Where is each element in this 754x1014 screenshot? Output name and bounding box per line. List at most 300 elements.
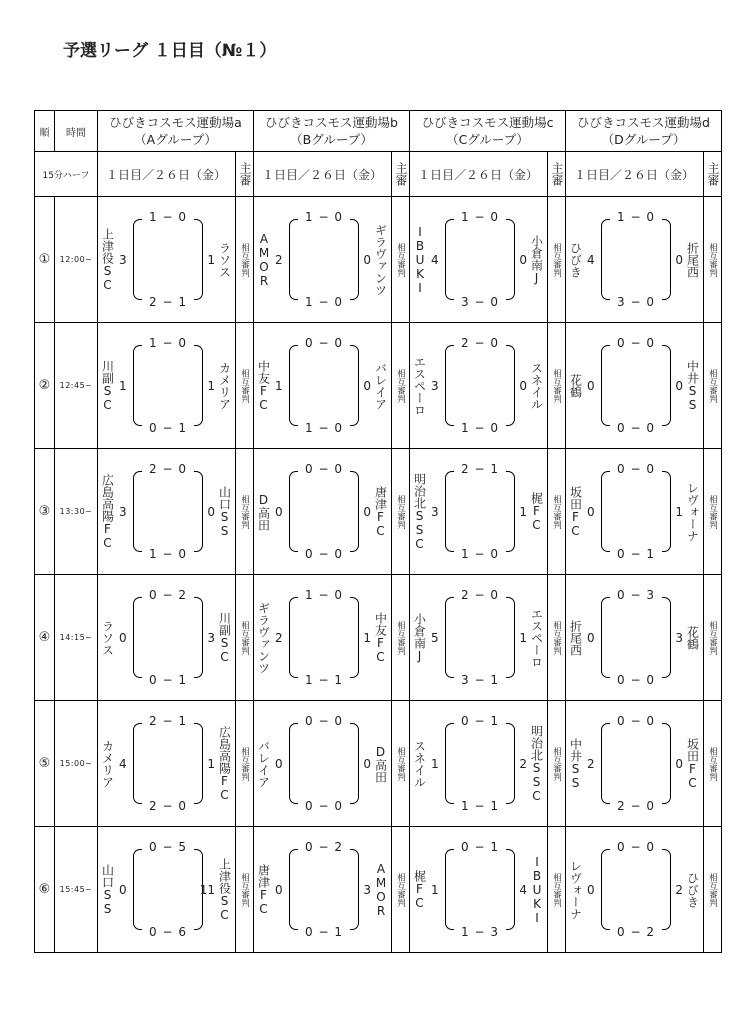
- match-cell: [410, 197, 548, 323]
- team-b-name: 中井SS: [685, 359, 700, 412]
- team-a-score: 3: [119, 252, 127, 267]
- referee-cell: 相互審判: [392, 449, 410, 575]
- bracket-left: [289, 849, 298, 930]
- team-b-name: AMOR: [374, 861, 388, 918]
- referee-cell: 相互審判: [704, 575, 722, 701]
- match: [98, 197, 235, 322]
- team-a-name: 広島高陽FC: [100, 473, 115, 550]
- score-bracket: [445, 840, 515, 939]
- referee-header: 主審: [236, 152, 254, 197]
- bracket-right: [662, 219, 671, 300]
- bracket-left: [601, 723, 610, 804]
- team-a-score: 4: [587, 252, 595, 267]
- second-half-score: 0 − 2: [617, 925, 655, 939]
- venue-group: （Dグループ）: [601, 132, 686, 147]
- team-b-name: IBUKI: [530, 854, 544, 925]
- match-cell: [566, 323, 704, 449]
- venue-name: ひびきコスモス運動場d: [577, 115, 710, 130]
- match: [98, 827, 235, 952]
- match: [98, 449, 235, 574]
- team-a-score: 1: [431, 882, 439, 897]
- match-row: [35, 197, 722, 323]
- venue-name: ひびきコスモス運動場a: [109, 115, 242, 130]
- team-b-score: 1: [207, 756, 215, 771]
- score-bracket: [601, 462, 671, 561]
- day-label: １日目／２６日（金）: [566, 152, 704, 197]
- team-b-name: 折尾西: [685, 241, 700, 278]
- match: [410, 827, 547, 952]
- referee-cell: 相互審判: [236, 575, 254, 701]
- bracket-right: [506, 345, 515, 426]
- bracket-left: [133, 597, 142, 678]
- match-time: 12:00~: [55, 197, 98, 323]
- score-bracket: [601, 336, 671, 435]
- bracket-left: [133, 849, 142, 930]
- referee-cell: 相互審判: [704, 197, 722, 323]
- match-time: 12:45~: [55, 323, 98, 449]
- match-cell: [98, 827, 236, 953]
- first-half-score: 1 − 0: [617, 210, 655, 224]
- match-cell: [254, 827, 392, 953]
- match-time: 15:00~: [55, 701, 98, 827]
- team-a-name: バレイア: [256, 739, 271, 788]
- match: [98, 701, 235, 826]
- score-bracket: [133, 210, 203, 309]
- bracket-left: [133, 723, 142, 804]
- second-half-score: 3 − 0: [617, 295, 655, 309]
- score-bracket: [601, 840, 671, 939]
- bracket-left: [133, 471, 142, 552]
- bracket-left: [601, 597, 610, 678]
- second-half-score: 3 − 1: [461, 673, 499, 687]
- team-a-score: 0: [587, 630, 595, 645]
- bracket-right: [350, 723, 359, 804]
- team-b-score: 0: [675, 252, 683, 267]
- team-b-name: 唐津FC: [373, 485, 388, 538]
- half-label: 15分ハーフ: [35, 152, 98, 197]
- day-label: １日目／２６日（金）: [98, 152, 236, 197]
- second-half-score: 1 − 1: [461, 799, 499, 813]
- first-half-score: 0 − 2: [305, 840, 343, 854]
- bracket-left: [601, 849, 610, 930]
- match: [410, 575, 547, 700]
- bracket-right: [662, 471, 671, 552]
- referee-cell: 相互審判: [704, 449, 722, 575]
- score-bracket: [289, 336, 359, 435]
- team-b-score: 0: [363, 378, 371, 393]
- first-half-score: 0 − 5: [149, 840, 187, 854]
- second-half-score: 1 − 0: [305, 295, 343, 309]
- score-bracket: [601, 714, 671, 813]
- match-cell: [566, 197, 704, 323]
- match-cell: [98, 197, 236, 323]
- team-b-name: エスペーロ: [529, 607, 544, 668]
- team-b-name: 小倉南J: [529, 234, 544, 285]
- team-a-score: 0: [275, 756, 283, 771]
- round-number: ②: [35, 323, 55, 449]
- score-bracket: [445, 588, 515, 687]
- venue-header: [254, 111, 410, 152]
- team-b-name: 花鶴: [685, 625, 700, 650]
- venue-header: [98, 111, 254, 152]
- team-b-score: 1: [675, 504, 683, 519]
- team-a-score: 1: [119, 378, 127, 393]
- referee-cell: 相互審判: [236, 323, 254, 449]
- team-a-name: 上津役SC: [100, 227, 115, 292]
- match-cell: [254, 197, 392, 323]
- first-half-score: 0 − 0: [617, 336, 655, 350]
- second-half-score: 0 − 0: [305, 547, 343, 561]
- first-half-score: 0 − 0: [617, 714, 655, 728]
- match: [254, 701, 391, 826]
- second-half-score: 2 − 0: [149, 799, 187, 813]
- bracket-right: [194, 597, 203, 678]
- first-half-score: 0 − 0: [305, 462, 343, 476]
- match: [254, 827, 391, 952]
- team-a-score: 5: [431, 630, 439, 645]
- bracket-right: [506, 219, 515, 300]
- referee-cell: 相互審判: [548, 323, 566, 449]
- venue-group: （Bグループ）: [290, 132, 373, 147]
- match: [410, 701, 547, 826]
- first-half-score: 0 − 0: [305, 336, 343, 350]
- referee-header: 主審: [548, 152, 566, 197]
- match: [566, 323, 703, 448]
- referee-cell: 相互審判: [704, 323, 722, 449]
- first-half-score: 1 − 0: [149, 336, 187, 350]
- team-a-name: AMOR: [257, 231, 271, 288]
- team-a-score: 2: [275, 630, 283, 645]
- match: [254, 575, 391, 700]
- bracket-right: [350, 471, 359, 552]
- team-a-score: 3: [119, 504, 127, 519]
- team-b-score: 3: [207, 630, 215, 645]
- match: [410, 449, 547, 574]
- score-bracket: [445, 714, 515, 813]
- bracket-right: [506, 471, 515, 552]
- team-a-score: 4: [119, 756, 127, 771]
- bracket-right: [194, 219, 203, 300]
- team-b-name: 坂田FC: [685, 737, 700, 790]
- bracket-left: [289, 219, 298, 300]
- round-number: ⑥: [35, 827, 55, 953]
- match: [254, 197, 391, 322]
- team-b-name: バレイア: [373, 361, 388, 410]
- match-cell: [410, 323, 548, 449]
- first-half-score: 0 − 1: [461, 840, 499, 854]
- match: [410, 197, 547, 322]
- match: [566, 575, 703, 700]
- second-half-score: 1 − 3: [461, 925, 499, 939]
- team-b-name: ひびき: [685, 871, 700, 908]
- bracket-left: [601, 219, 610, 300]
- match: [254, 323, 391, 448]
- team-b-score: 0: [675, 378, 683, 393]
- team-a-name: 明治北SSC: [412, 472, 427, 551]
- team-a-score: 0: [119, 882, 127, 897]
- team-b-name: 広島高陽FC: [217, 725, 232, 802]
- venue-name: ひびきコスモス運動場b: [265, 115, 398, 130]
- first-half-score: 0 − 3: [617, 588, 655, 602]
- round-number: ⑤: [35, 701, 55, 827]
- match-cell: [410, 827, 548, 953]
- venue-header: [566, 111, 722, 152]
- first-half-score: 1 − 0: [149, 210, 187, 224]
- team-a-score: 4: [431, 252, 439, 267]
- bracket-left: [133, 345, 142, 426]
- match-cell: [410, 701, 548, 827]
- team-a-score: 3: [431, 378, 439, 393]
- team-b-name: ギラヴァンツ: [373, 223, 388, 296]
- bracket-right: [662, 849, 671, 930]
- referee-cell: 相互審判: [548, 827, 566, 953]
- second-half-score: 0 − 6: [149, 925, 187, 939]
- second-half-score: 0 − 1: [149, 421, 187, 435]
- bracket-right: [662, 597, 671, 678]
- team-a-score: 1: [431, 756, 439, 771]
- second-half-score: 1 − 0: [305, 421, 343, 435]
- team-b-name: 山口SS: [217, 485, 232, 538]
- team-b-score: 3: [675, 630, 683, 645]
- referee-cell: 相互審判: [392, 827, 410, 953]
- team-a-name: ひびき: [568, 241, 583, 278]
- match-cell: [98, 323, 236, 449]
- day-label: １日目／２６日（金）: [254, 152, 392, 197]
- team-b-score: 0: [363, 252, 371, 267]
- first-half-score: 2 − 0: [461, 336, 499, 350]
- team-b-name: スネイル: [529, 361, 544, 410]
- score-bracket: [601, 210, 671, 309]
- match-row: [35, 323, 722, 449]
- team-a-name: 川副SC: [100, 359, 115, 412]
- team-b-score: 1: [519, 630, 527, 645]
- team-b-name: ラソス: [217, 241, 232, 278]
- team-a-score: 0: [275, 504, 283, 519]
- referee-cell: 相互審判: [236, 827, 254, 953]
- venue-group: （Cグループ）: [446, 132, 529, 147]
- first-half-score: 0 − 0: [617, 840, 655, 854]
- team-b-name: レヴォーナ: [685, 481, 700, 542]
- match-row: [35, 449, 722, 575]
- referee-cell: 相互審判: [548, 197, 566, 323]
- second-half-score: 1 − 0: [461, 421, 499, 435]
- bracket-left: [289, 723, 298, 804]
- bracket-right: [506, 597, 515, 678]
- day-label: １日目／２６日（金）: [410, 152, 548, 197]
- first-half-score: 2 − 0: [149, 462, 187, 476]
- team-b-name: カメリア: [217, 361, 232, 410]
- first-half-score: 2 − 0: [461, 588, 499, 602]
- round-number: ③: [35, 449, 55, 575]
- team-b-name: 上津役SC: [217, 857, 232, 922]
- match: [98, 323, 235, 448]
- score-bracket: [445, 462, 515, 561]
- referee-cell: 相互審判: [548, 575, 566, 701]
- team-b-score: 1: [207, 378, 215, 393]
- bracket-left: [445, 471, 454, 552]
- order-header: 順: [35, 111, 55, 152]
- match-cell: [254, 449, 392, 575]
- score-bracket: [445, 336, 515, 435]
- page-title: 予選リーグ １日目（№１）: [63, 41, 277, 61]
- bracket-right: [506, 849, 515, 930]
- referee-cell: 相互審判: [548, 449, 566, 575]
- match-row: [35, 701, 722, 827]
- bracket-left: [289, 345, 298, 426]
- header-row-venues: [35, 111, 722, 152]
- second-half-score: 1 − 0: [149, 547, 187, 561]
- second-half-score: 0 − 0: [617, 673, 655, 687]
- team-b-score: 0: [519, 378, 527, 393]
- referee-cell: 相互審判: [548, 701, 566, 827]
- score-bracket: [601, 588, 671, 687]
- match: [98, 575, 235, 700]
- team-b-score: 11: [199, 882, 215, 897]
- match-cell: [566, 827, 704, 953]
- referee-header: 主審: [392, 152, 410, 197]
- referee-cell: 相互審判: [704, 701, 722, 827]
- time-header: 時間: [55, 111, 98, 152]
- team-b-score: 2: [675, 882, 683, 897]
- first-half-score: 0 − 1: [461, 714, 499, 728]
- referee-cell: 相互審判: [704, 827, 722, 953]
- second-half-score: 0 − 1: [617, 547, 655, 561]
- match-cell: [98, 449, 236, 575]
- score-bracket: [289, 588, 359, 687]
- team-b-name: 梶FC: [529, 491, 544, 532]
- team-a-name: 坂田FC: [568, 485, 583, 538]
- score-bracket: [133, 462, 203, 561]
- second-half-score: 2 − 1: [149, 295, 187, 309]
- bracket-left: [601, 471, 610, 552]
- team-b-score: 0: [675, 756, 683, 771]
- match-cell: [254, 701, 392, 827]
- match-cell: [566, 449, 704, 575]
- team-b-name: 明治北SSC: [529, 724, 544, 803]
- team-a-score: 0: [587, 882, 595, 897]
- team-a-name: レヴォーナ: [568, 859, 583, 920]
- team-a-name: 中井SS: [568, 737, 583, 790]
- match-cell: [98, 575, 236, 701]
- team-a-name: 山口SS: [100, 863, 115, 916]
- team-a-score: 3: [431, 504, 439, 519]
- round-number: ④: [35, 575, 55, 701]
- bracket-right: [662, 723, 671, 804]
- match: [566, 701, 703, 826]
- team-a-score: 2: [587, 756, 595, 771]
- match: [410, 323, 547, 448]
- team-a-name: 中友FC: [256, 359, 271, 412]
- match-row: [35, 575, 722, 701]
- team-b-name: 川副SC: [217, 611, 232, 664]
- team-a-score: 0: [275, 882, 283, 897]
- second-half-score: 0 − 0: [305, 799, 343, 813]
- bracket-left: [445, 345, 454, 426]
- match-cell: [566, 575, 704, 701]
- bracket-right: [350, 219, 359, 300]
- match: [566, 827, 703, 952]
- team-a-score: 0: [587, 504, 595, 519]
- bracket-left: [445, 849, 454, 930]
- team-a-score: 0: [119, 630, 127, 645]
- bracket-right: [662, 345, 671, 426]
- team-a-name: ラソス: [100, 619, 115, 656]
- bracket-right: [194, 345, 203, 426]
- team-b-score: 0: [207, 504, 215, 519]
- team-b-score: 3: [363, 882, 371, 897]
- team-a-score: 1: [275, 378, 283, 393]
- first-half-score: 0 − 0: [305, 714, 343, 728]
- first-half-score: 0 − 2: [149, 588, 187, 602]
- first-half-score: 1 − 0: [461, 210, 499, 224]
- match-cell: [254, 575, 392, 701]
- bracket-right: [350, 345, 359, 426]
- team-b-score: 4: [519, 882, 527, 897]
- match-time: 14:15~: [55, 575, 98, 701]
- team-a-name: 花鶴: [568, 373, 583, 398]
- referee-cell: 相互審判: [392, 323, 410, 449]
- second-half-score: 0 − 1: [149, 673, 187, 687]
- match-cell: [98, 701, 236, 827]
- bracket-left: [445, 219, 454, 300]
- referee-cell: 相互審判: [392, 575, 410, 701]
- referee-cell: 相互審判: [392, 197, 410, 323]
- match-cell: [410, 449, 548, 575]
- team-a-score: 2: [275, 252, 283, 267]
- match: [566, 449, 703, 574]
- bracket-left: [445, 723, 454, 804]
- team-b-score: 0: [363, 504, 371, 519]
- team-a-name: 小倉南J: [412, 612, 427, 663]
- venue-header: [410, 111, 566, 152]
- match-time: 13:30~: [55, 449, 98, 575]
- match-cell: [566, 701, 704, 827]
- team-b-score: 1: [207, 252, 215, 267]
- venue-name: ひびきコスモス運動場c: [421, 115, 554, 130]
- score-bracket: [445, 210, 515, 309]
- referee-cell: 相互審判: [236, 449, 254, 575]
- bracket-right: [194, 723, 203, 804]
- team-b-score: 1: [519, 504, 527, 519]
- score-bracket: [289, 210, 359, 309]
- team-a-name: エスペーロ: [412, 355, 427, 416]
- team-a-name: カメリア: [100, 739, 115, 788]
- team-a-name: D高田: [256, 492, 271, 531]
- round-number: ①: [35, 197, 55, 323]
- second-half-score: 2 − 0: [617, 799, 655, 813]
- score-bracket: [133, 714, 203, 813]
- bracket-right: [194, 471, 203, 552]
- team-a-name: ギラヴァンツ: [256, 601, 271, 674]
- bracket-left: [445, 597, 454, 678]
- team-b-score: 0: [519, 252, 527, 267]
- referee-cell: 相互審判: [392, 701, 410, 827]
- team-a-name: 折尾西: [568, 619, 583, 656]
- bracket-right: [506, 723, 515, 804]
- schedule-table: [34, 110, 722, 953]
- second-half-score: 3 − 0: [461, 295, 499, 309]
- team-a-name: IBUKI: [413, 224, 427, 295]
- first-half-score: 2 − 1: [149, 714, 187, 728]
- bracket-left: [289, 471, 298, 552]
- second-half-score: 1 − 1: [305, 673, 343, 687]
- match-row: [35, 827, 722, 953]
- score-bracket: [133, 840, 203, 939]
- venue-group: （Aグループ）: [134, 132, 217, 147]
- team-a-name: 唐津FC: [256, 863, 271, 916]
- header-row-day: [35, 152, 722, 197]
- second-half-score: 1 − 0: [461, 547, 499, 561]
